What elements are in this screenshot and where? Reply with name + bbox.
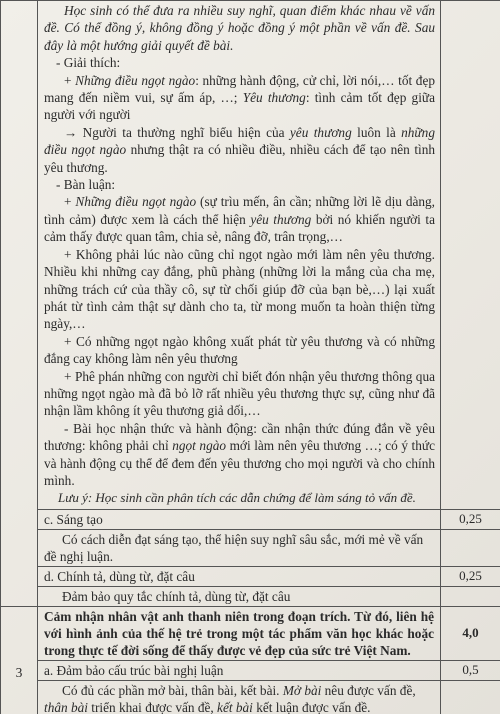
empty-score-cell <box>441 680 500 714</box>
spelling-label-cell <box>38 566 441 586</box>
ban-luan-point-1: + Những điều ngọt ngào (sự trìu mến, ân cần; những lời lẽ dịu dàng, tình cảm) được xem là cách thể hiện yêu thương bởi nó khiến người ta cảm thấy được quan tâm, chia sẻ, nâng đỡ, trân trọng,… <box>44 194 436 245</box>
question-3-task-score: 4,0 <box>441 606 500 660</box>
spelling-row <box>1 566 500 586</box>
question-3-task-cell <box>38 606 441 660</box>
creativity-row <box>1 509 500 529</box>
creativity-desc: Có cách diễn đạt sáng tạo, thể hiện suy nghĩ sâu sắc, mới mẻ về vấn đề nghị luận. <box>44 531 424 564</box>
ban-luan-point-3: + Có những ngọt ngào không xuất phát từ yêu thương và có những đắng cay không làm nên yêu thương <box>44 333 435 367</box>
giai-thich-point-1: + Những điều ngọt ngào: những hành động, cử chỉ, lời nói,… tốt đẹp mang đến niềm vui, sự ấm áp, …; Yêu thương: tình cảm tốt đẹp giữa người với người <box>44 72 436 123</box>
essay-guidance-cell <box>38 1 441 510</box>
creativity-label: c. Sáng tạo <box>44 511 103 527</box>
structure-row <box>1 660 500 680</box>
spelling-desc-row <box>1 586 500 606</box>
structure-desc-row <box>1 680 500 714</box>
note-line: Lưu ý: Học sinh cần phân tích các dẫn chứng để làm sáng tỏ vấn đề. <box>58 490 416 506</box>
ban-luan-heading: - Bàn luận: <box>56 177 116 193</box>
structure-label-cell <box>38 660 441 680</box>
giai-thich-point-2: → Người ta thường nghĩ biểu hiện của yêu thương luôn là những điều ngọt ngào nhưng thật ra có nhiều điều, nhiều cách để tạo nên tình yêu thương. <box>44 124 436 175</box>
spelling-desc-cell <box>38 586 441 606</box>
spelling-desc: Đảm bảo quy tắc chính tả, dùng từ, đặt câu <box>62 588 291 604</box>
structure-label: a. Đảm bảo cấu trúc bài nghị luận <box>44 662 224 678</box>
structure-desc-cell <box>38 680 441 714</box>
structure-score: 0,5 <box>441 660 500 680</box>
giai-thich-heading: - Giải thích: <box>56 55 121 71</box>
creativity-desc-row <box>1 529 500 566</box>
question-number-cell <box>1 1 38 607</box>
essay-content-row <box>1 1 500 510</box>
question-3-task: Cảm nhận nhân vật anh thanh niên trong đoạn trích. Từ đó, liên hệ với hình ảnh của thế hệ trẻ trong một tác phẩm văn học khác hoặc trong thực tế đời sống để thấy được vẻ đẹp của sức trẻ Việt Nam. <box>44 608 434 658</box>
creativity-label-cell <box>38 509 441 529</box>
intro-paragraph: Học sinh có thể đưa ra nhiều suy nghĩ, quan điểm khác nhau về vấn đề. Có thể đồng ý, không đồng ý hoặc đồng ý một phần về vấn đề. Sau đây là một hướng giải quyết đề bài. <box>44 3 435 53</box>
spelling-label: d. Chính tả, dùng từ, đặt câu <box>44 568 195 584</box>
structure-desc: Có đủ các phần mở bài, thân bài, kết bài. Mở bài nêu được vấn đề, thân bài triển khai được vấn đề, kết bài kết luận được vấn đề. <box>44 682 416 714</box>
ban-luan-point-4: + Phê phán những con người chỉ biết đón nhận yêu thương thông qua những ngọt ngào mà đã bỏ lỡ rất nhiều yêu thương thực sự, cũng như đã nhận lầm không ít yêu thương giả dối,… <box>44 368 435 419</box>
spelling-score: 0,25 <box>441 566 500 586</box>
question-3-number: 3 <box>1 606 38 714</box>
creativity-score: 0,25 <box>441 509 500 529</box>
ban-luan-point-2: + Không phải lúc nào cũng chỉ ngọt ngào mới làm nên yêu thương. Nhiều khi những cay đắng, phũ phàng (những lời la mắng của cha mẹ, những trách cứ của thầy cô, sự từ chối giúp đỡ của bạn bè,…) lại xuất phát từ tình cảm thật sự dành cho ta, từ mong muốn ta hoàn thiện từng ngày,… <box>44 246 435 332</box>
empty-score-cell <box>441 529 500 566</box>
essay-score-cell <box>441 1 500 510</box>
empty-score-cell <box>441 586 500 606</box>
creativity-desc-cell <box>38 529 441 566</box>
bai-hoc-paragraph: - Bài học nhận thức và hành động: cần nhận thức đúng đắn về yêu thương: không phải chỉ ngọt ngào mới làm nên yêu thương …; có ý thức và hành động cụ thể để đem đến yêu thương cho mọi người và cho chính mình. <box>44 420 436 488</box>
question-3-task-row <box>1 606 500 660</box>
